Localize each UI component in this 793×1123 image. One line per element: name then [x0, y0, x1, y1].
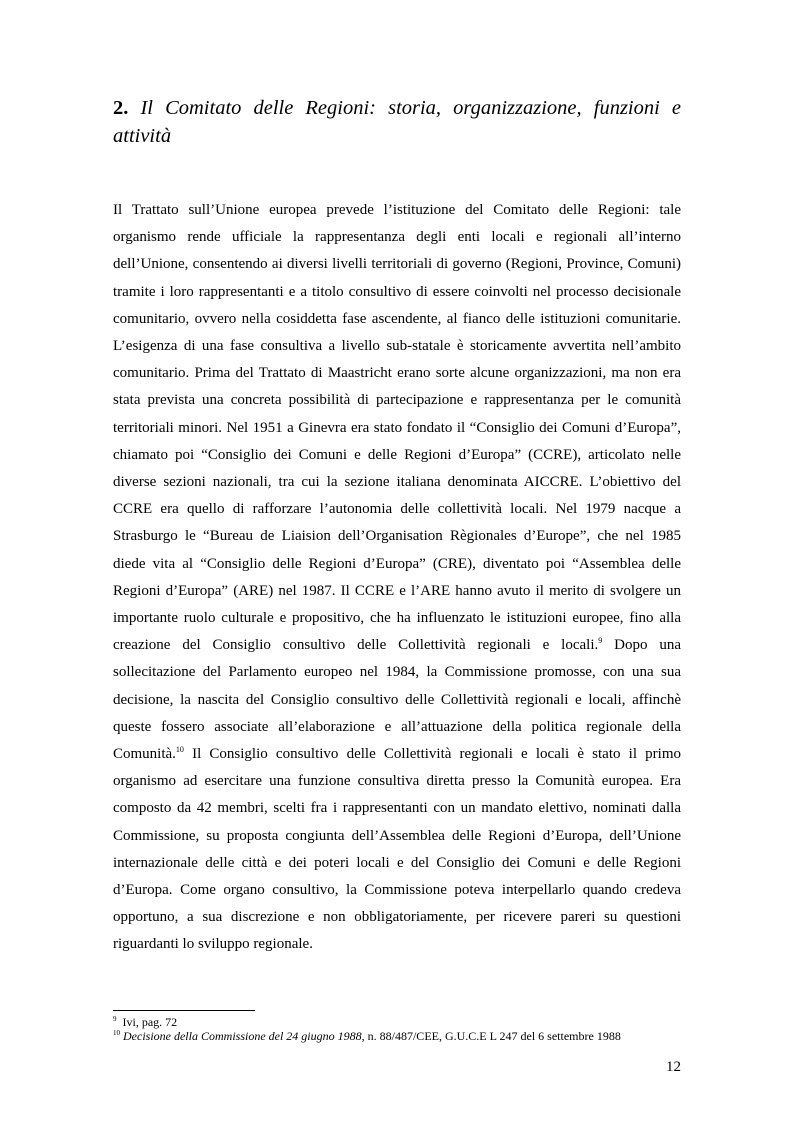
body-text-part-1: Il Trattato sull’Unione europea prevede l’istituzione del Comitato delle Regioni: tale organismo rende ufficiale la rappresentanza degli enti locali e regionali all’interno dell’Unione, consentendo ai diversi livelli territoriali di governo (Regioni, Province, Comuni) tramite i loro rappresentanti e a titolo consultivo di essere coinvolti nel processo decisionale comunitario, ovvero nella cosiddetta fase ascendente, al fianco delle istituzioni comunitarie. L’esigenza di una fase consultiva a livello sub-statale è storicamente avvertita nell’ambito comunitario. Prima del Trattato di Maastricht erano sorte alcune organizzazioni, ma non era stata prevista una concreta possibilità di partecipazione e rappresentanza per le comunità territoriali minori. Nel 1951 a Ginevra era stato fondato il “Consiglio dei Comuni d’Europa”, chiamato poi “Consiglio dei Comuni e delle Regioni d’Europa” (CCRE), articolato nelle diverse sezioni nazionali, tra cui la sezione italiana denominata AICCRE. L’obiettivo del CCRE era quello di rafforzare l’autonomia delle collettività locali. Nel 1979 nacque a Strasburgo le “Bureau de Liaision dell’Organisation Règionales d’Europe”, che nel 1985 diede vita al “Consiglio delle Regioni d’Europa” (CRE), diventato poi “Assemblea delle Regioni d’Europa” (ARE) nel 1987. Il CCRE e l’ARE hanno avuto il merito di svolgere un importante ruolo culturale e propositivo, che ha influenzato le istituzioni europee, fino alla creazione del Consiglio consultivo delle Collettività regionali e locali.: [113, 202, 681, 654]
section-number: 2.: [113, 97, 129, 119]
footnote-ref-10[interactable]: 10: [175, 745, 184, 755]
footnote-number: 10: [113, 1029, 120, 1037]
footnote-10: [113, 1029, 693, 1043]
footnote-text: , n. 88/487/CEE, G.U.C.E L 247 del 6 settembre 1988: [361, 1029, 621, 1043]
footnote-ref-9[interactable]: 9: [598, 636, 603, 646]
footnote-separator: [113, 1010, 255, 1011]
footnote-text: Ivi, pag. 72: [119, 1015, 178, 1029]
footnotes: [113, 1015, 693, 1043]
section-title: Il Comitato delle Regioni: storia, organizzazione, funzioni e attività: [113, 97, 681, 147]
footnote-citation-title: Decisione della Commissione del 24 giugno 1988: [123, 1029, 362, 1043]
body-text-part-3: Il Consiglio consultivo delle Collettività regionali e locali è stato il primo organismo ad esercitare una funzione consultiva diretta presso la Comunità europea. Era composto da 42 membri, scelti fra i rappresentanti con un mandato elettivo, nominati dalla Commissione, su proposta congiunta dell’Assemblea delle Regioni d’Europa, dell’Unione internazionale delle città e dei poteri locali e del Consiglio dei Comuni e delle Regioni d’Europa. Come organo consultivo, la Commissione poteva interpellarlo quando credeva opportuno, a sua discrezione e non obbligatoriamente, per ricevere pareri su questioni riguardanti lo sviluppo regionale.: [113, 746, 681, 953]
body-text-part-2: Dopo una sollecitazione del Parlamento europeo nel 1984, la Commissione promosse, con una sua decisione, la nascita del Consiglio consultivo delle Collettività regionali e locali, affinchè queste fossero associate all’elaborazione e all’attuazione della politica regionale della Comunità.: [113, 637, 681, 763]
page-number: 12: [666, 1059, 681, 1075]
footnote-9: [113, 1015, 693, 1029]
section-heading: [113, 94, 681, 150]
body-paragraph: [113, 197, 681, 959]
footnote-number: 9: [113, 1015, 117, 1023]
